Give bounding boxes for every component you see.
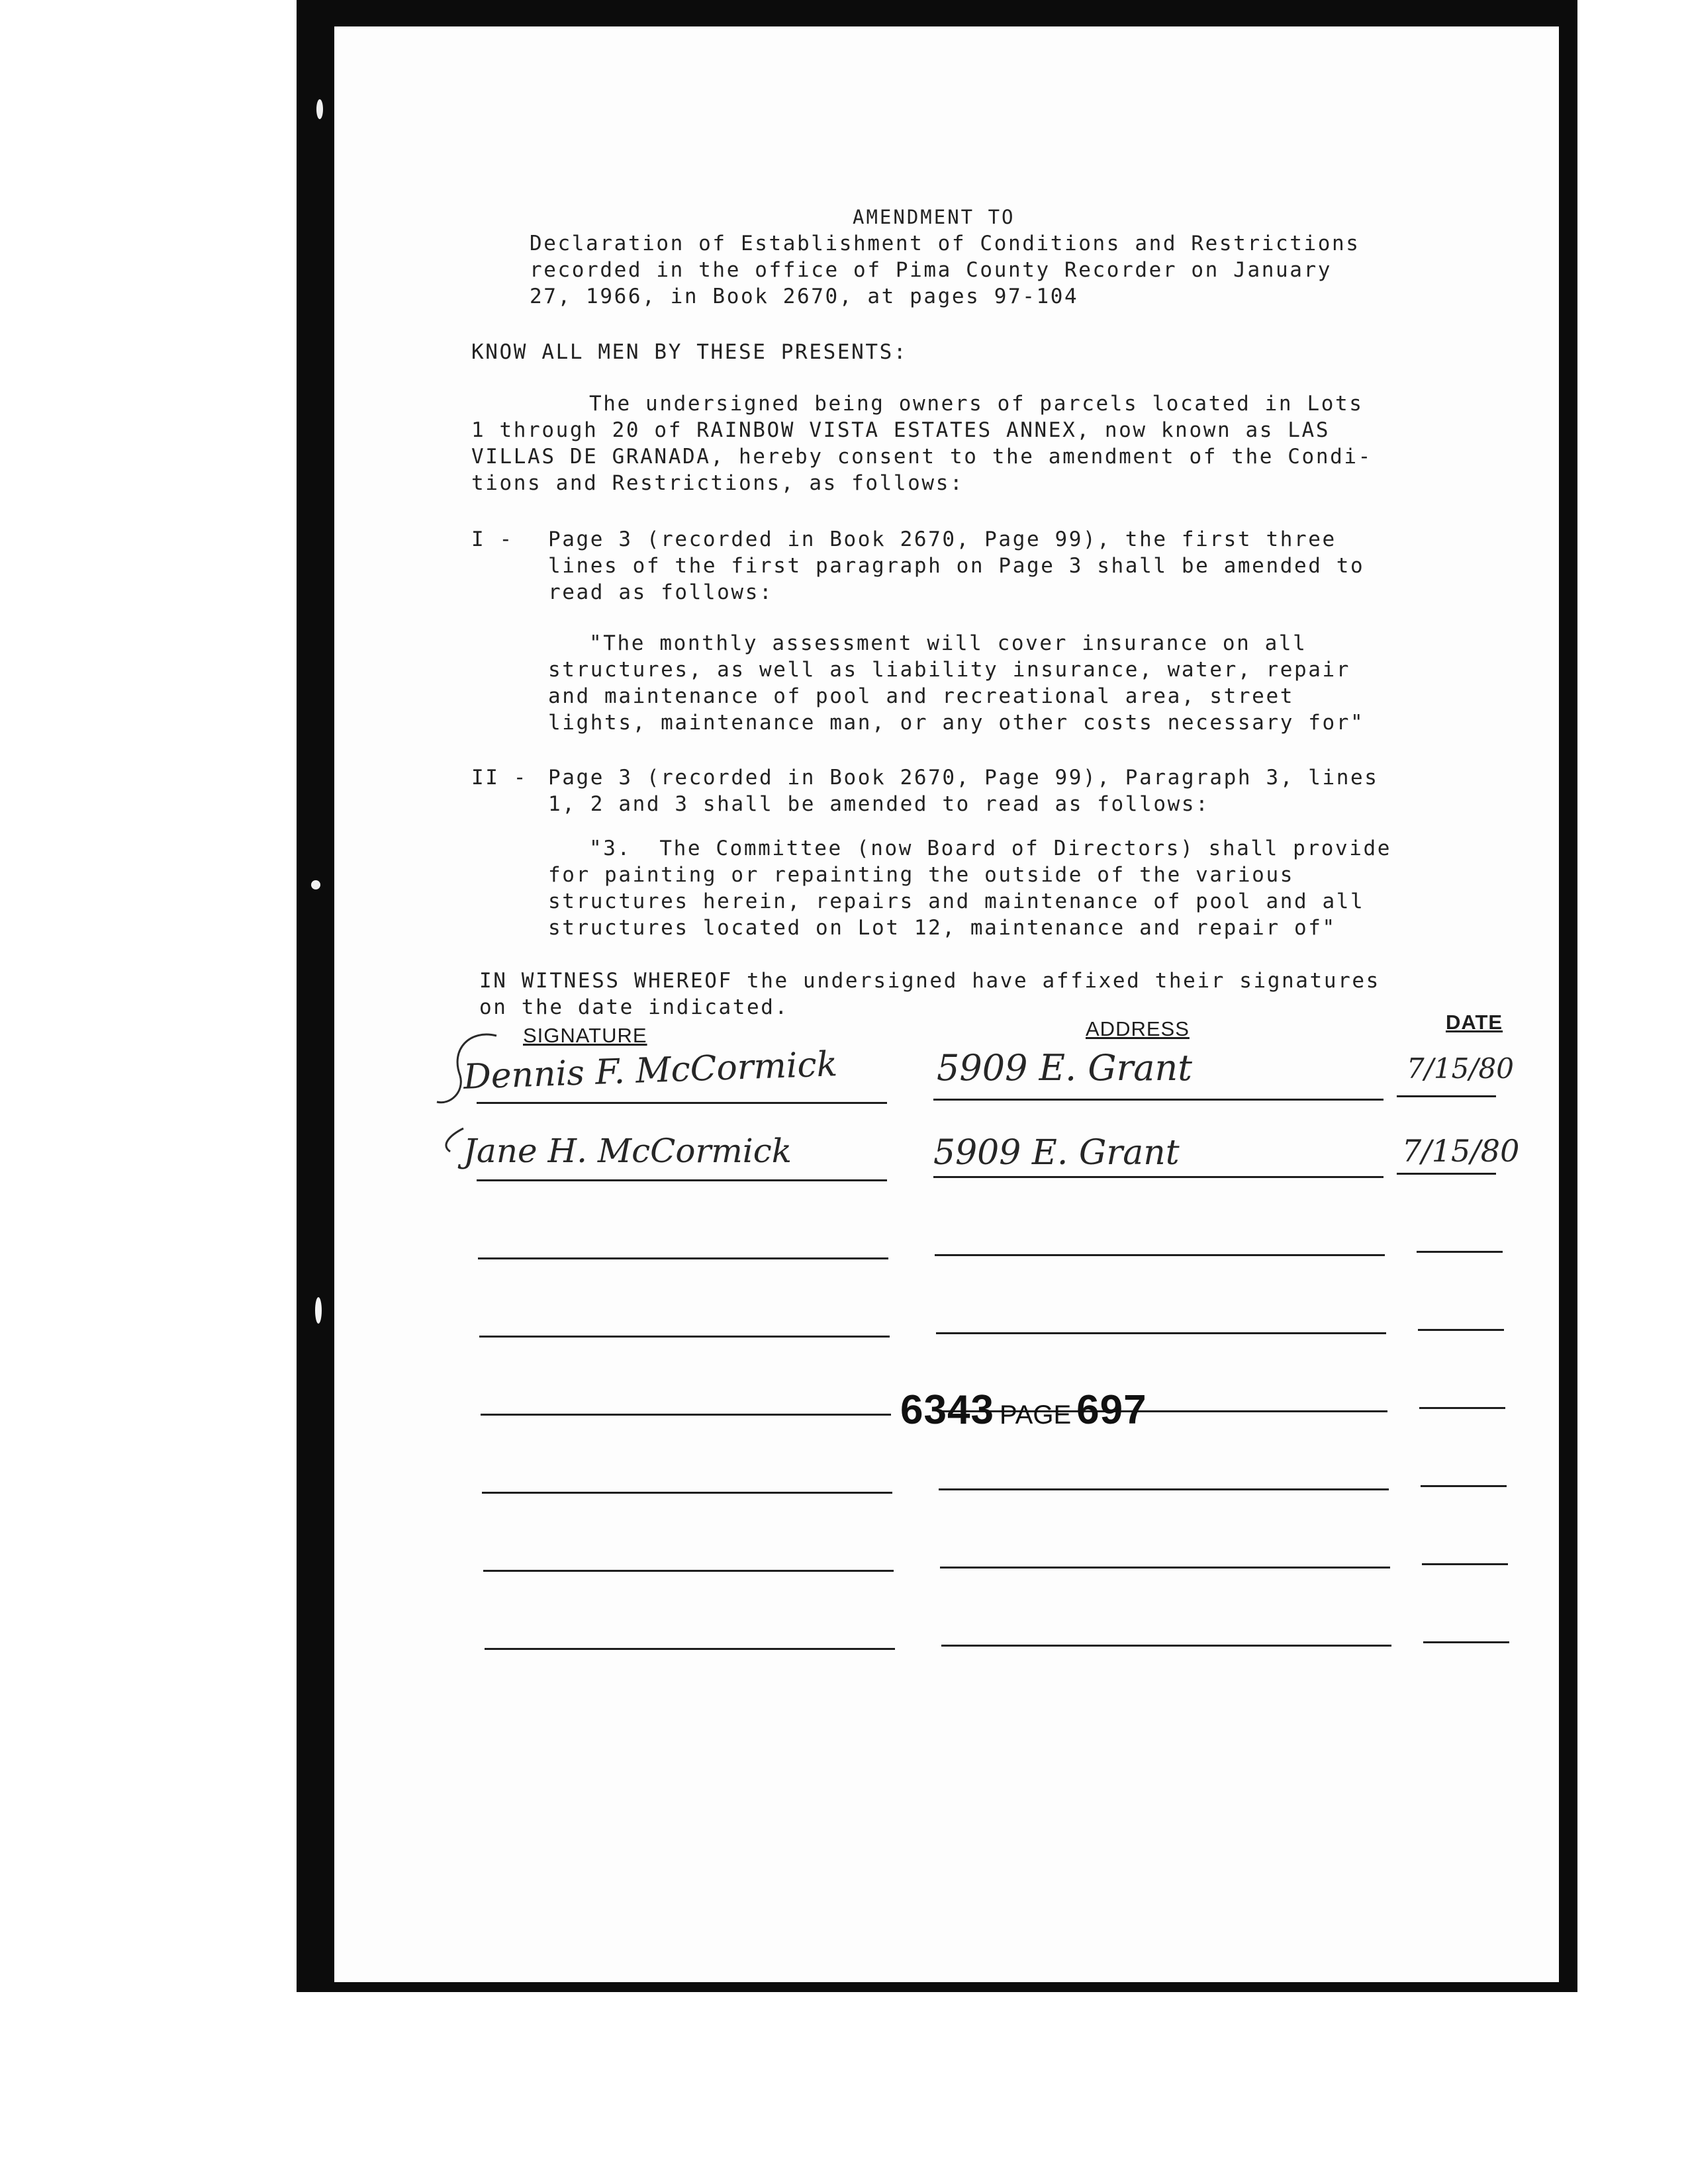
intro-line: 1 through 20 of RAINBOW VISTA ESTATES ANNEX, now known as LAS: [471, 418, 1331, 442]
quoted-amendment-line: structures, as well as liability insurance, water, repair: [548, 658, 1351, 682]
column-header-signature: SIGNATURE: [523, 1024, 647, 1047]
quoted-amendment-line: "3. The Committee (now Board of Directors) shall provide: [589, 837, 1392, 860]
address-line: [935, 1254, 1385, 1256]
signature-line: [483, 1570, 894, 1572]
intro-line: tions and Restrictions, as follows:: [471, 471, 964, 495]
section-line: 1, 2 and 3 shall be amended to read as follows:: [548, 792, 1210, 816]
quoted-amendment-line: for painting or repainting the outside of the various: [548, 863, 1294, 887]
subtitle-line: 27, 1966, in Book 2670, at pages 97-104: [530, 285, 1079, 308]
date-line: [1418, 1329, 1504, 1331]
scan-artifact: [315, 1297, 322, 1324]
signature-line: [481, 1414, 891, 1416]
signature-line: [479, 1336, 890, 1338]
stamp-book-number: 6343: [900, 1387, 994, 1433]
date-line: [1423, 1641, 1509, 1643]
signature: Jane H. McCormick: [463, 1132, 792, 1170]
address-line: [940, 1567, 1390, 1569]
signature-line: [478, 1257, 888, 1259]
document-title: AMENDMENT TO: [853, 206, 1015, 228]
opening-line: KNOW ALL MEN BY THESE PRESENTS:: [471, 340, 908, 364]
address-line: [936, 1332, 1386, 1334]
quoted-amendment-line: structures located on Lot 12, maintenance and repair of": [548, 916, 1336, 940]
signature-line: [477, 1102, 887, 1104]
handwritten-address: 5909 E. Grant: [933, 1133, 1180, 1173]
section-line: lines of the first paragraph on Page 3 shall be amended to: [548, 554, 1365, 578]
column-header-date: DATE: [1446, 1011, 1503, 1034]
address-line: [939, 1488, 1389, 1490]
intro-line: VILLAS DE GRANADA, hereby consent to the amendment of the Condi-: [471, 445, 1372, 469]
section-line: Page 3 (recorded in Book 2670, Page 99), the first three: [548, 527, 1336, 551]
address-line: [941, 1645, 1391, 1647]
witness-line: IN WITNESS WHEREOF the undersigned have affixed their signatures: [479, 969, 1380, 993]
subtitle-line: Declaration of Establishment of Conditions and Restrictions: [530, 232, 1360, 255]
intro-line: The undersigned being owners of parcels located in Lots: [589, 392, 1364, 416]
quoted-amendment-line: and maintenance of pool and recreational area, street: [548, 684, 1294, 708]
signature-line: [485, 1648, 895, 1650]
date-line: [1417, 1251, 1503, 1253]
handwritten-address: 5909 E. Grant: [937, 1047, 1192, 1089]
signature: Dennis F. McCormick: [463, 1044, 839, 1097]
signature-line: [477, 1179, 887, 1181]
section-marker: I -: [471, 527, 514, 551]
date-line: [1397, 1095, 1496, 1097]
section-line: read as follows:: [548, 580, 774, 604]
signature-line: [482, 1492, 892, 1494]
witness-line: on the date indicated.: [479, 995, 789, 1019]
date-line: [1422, 1563, 1508, 1565]
address-line: [933, 1176, 1383, 1178]
date-line: [1421, 1485, 1507, 1487]
scan-artifact: [311, 880, 320, 889]
stamp-page-label: PAGE: [999, 1400, 1072, 1430]
quoted-amendment-line: structures herein, repairs and maintenance of pool and all: [548, 889, 1365, 913]
recording-stamp: [900, 1387, 1147, 1433]
stamp-page-number: 697: [1076, 1387, 1147, 1433]
quoted-amendment-line: "The monthly assessment will cover insurance on all: [589, 631, 1307, 655]
subtitle-line: recorded in the office of Pima County Recorder on January: [530, 258, 1333, 282]
scan-artifact: [316, 99, 323, 119]
column-header-address: ADDRESS: [1086, 1017, 1190, 1040]
handwritten-date: 7/15/80: [1402, 1133, 1520, 1169]
handwritten-date: 7/15/80: [1407, 1052, 1514, 1085]
date-line: [1419, 1407, 1505, 1409]
signature-flourish: [424, 1029, 556, 1161]
date-line: [1397, 1173, 1496, 1175]
address-line: [933, 1099, 1383, 1101]
section-line: Page 3 (recorded in Book 2670, Page 99), Paragraph 3, lines: [548, 766, 1379, 790]
quoted-amendment-line: lights, maintenance man, or any other costs necessary for": [548, 711, 1365, 735]
section-marker: II -: [471, 766, 528, 790]
